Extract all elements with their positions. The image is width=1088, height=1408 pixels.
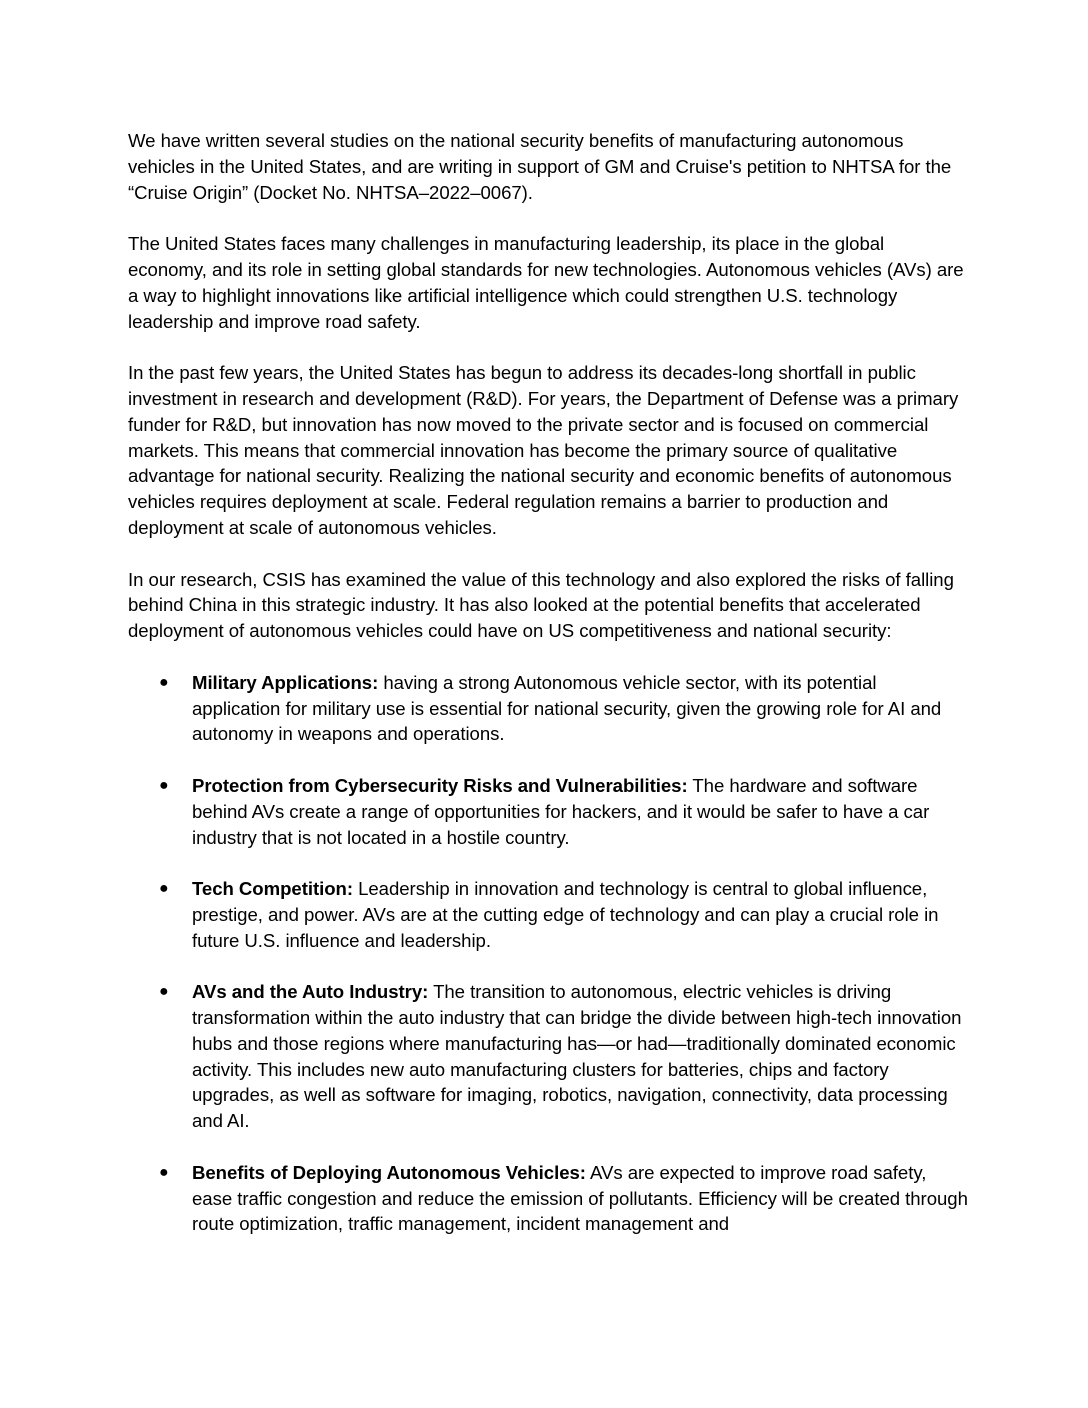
intro-paragraph: We have written several studies on the national security benefits of manufacturing autonomous vehicles in the United States, and are writing in support of GM and Cruise's petition to NHTSA for the “Cruise Origin” (Docket No. NHTSA–2022–0067). xyxy=(128,130,952,203)
investment-paragraph: In the past few years, the United States has begun to address its decades-long shortfall in public investment in research and development (R&D). For years, the Department of Defense was a primary funder for R&D, but innovation has now moved to the private sector and is focused on commercial markets. This means that commercial innovation has become the primary source of qualitative advantage for national security. Realizing the national security and economic benefits of autonomous vehicles requires deployment at scale. Federal regulation remains a barrier to production and deployment at scale of autonomous vehicles. xyxy=(128,362,959,538)
bullet-icon: ● xyxy=(159,1163,169,1181)
bullet-text: having a strong Autonomous vehicle sector, with its potential application for military use is essential for national security, given the growing role for AI and autonomy in weapons and operations. xyxy=(192,671,942,745)
challenges-paragraph: The United States faces many challenges in manufacturing leadership, its place in the global economy, and its role in setting global standards for new technologies. Autonomous vehicles (AVs) are a way to highlight innovations like artificial intelligence which could strengthen U.S. technology leadership and improve road safety. xyxy=(128,233,964,332)
bullet-text: Leadership in innovation and technology is central to global influence, prestige, and power. AVs are at the cutting edge of technology and can play a crucial role in future U.S. influence and leadership. xyxy=(192,878,939,951)
bullet-text: The transition to autonomous, electric vehicles is driving transformation within the auto industry that can bridge the divide between high-tech innovation hubs and those regions where manufacturing has—or had—traditionally dominated economic activity. This includes new auto manufacturing clusters for batteries, chips and factory upgrades, as well as software for imaging, robotics, navigation, connectivity, data processing and AI. xyxy=(192,981,962,1132)
bullet-icon: ● xyxy=(159,776,169,794)
document-page xyxy=(128,128,968,1263)
bullet-title: Tech Competition: xyxy=(192,878,353,900)
list-item-military-applications xyxy=(128,670,968,747)
bullet-text: The hardware and software behind AVs create a range of opportunities for hackers, and it would be safer to have a car industry that is not located in a hostile country. xyxy=(192,774,930,848)
benefits-list xyxy=(128,670,968,1238)
research-paragraph: In our research, CSIS has examined the value of this technology and also explored the risks of falling behind China in this strategic industry. It has also looked at the potential benefits that accelerated deployment of autonomous vehicles could have on US competitiveness and national security: xyxy=(128,568,954,642)
bullet-title: Military Applications: xyxy=(192,671,379,693)
bullet-title: Protection from Cybersecurity Risks and Vulnerabilities: xyxy=(192,774,688,796)
bullet-icon: ● xyxy=(159,673,169,691)
bullet-title: AVs and the Auto Industry: xyxy=(192,981,429,1003)
bullet-icon: ● xyxy=(159,880,169,898)
bullet-title: Benefits of Deploying Autonomous Vehicles: xyxy=(192,1161,586,1183)
list-item-auto-industry xyxy=(128,979,968,1134)
list-item-cybersecurity xyxy=(128,773,968,850)
bullet-text: AVs are expected to improve road safety, ease traffic congestion and reduce the emission of pollutants. Efficiency will be created through route optimization, traffic management, incident management and xyxy=(192,1161,968,1235)
list-item-deployment-benefits xyxy=(128,1160,968,1237)
list-item-tech-competition xyxy=(128,876,968,953)
bullet-icon: ● xyxy=(159,983,169,1001)
